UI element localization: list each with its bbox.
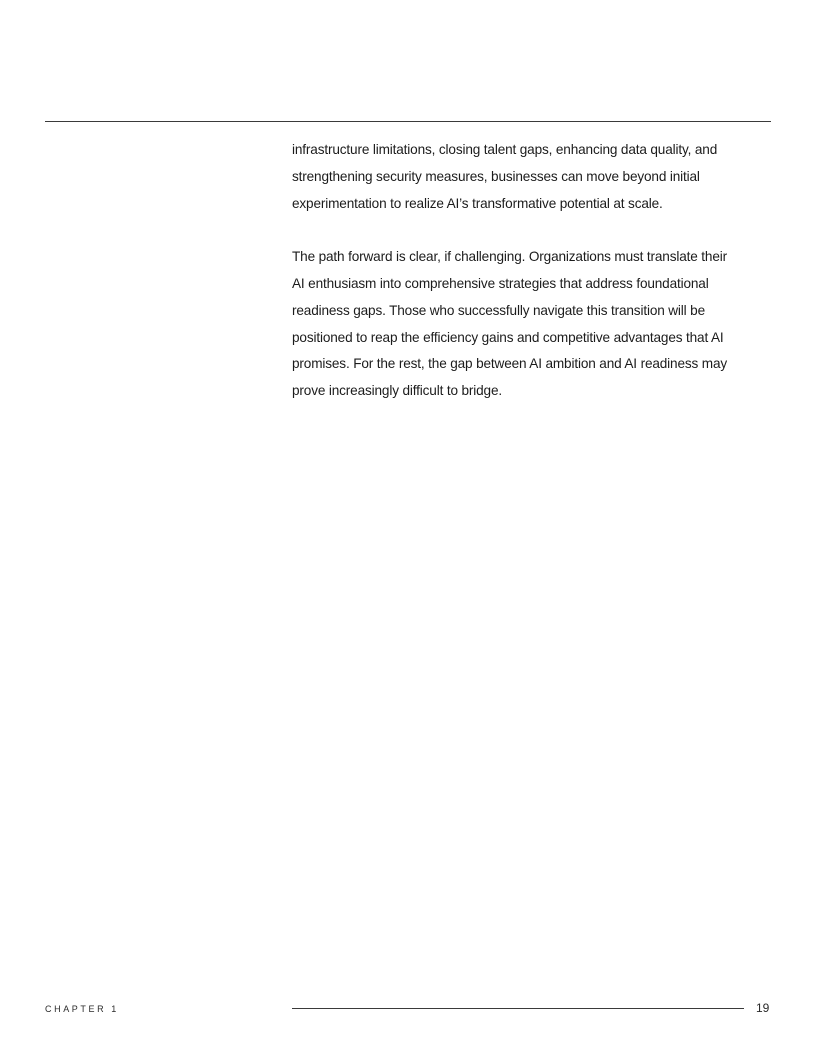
body-text-column xyxy=(292,137,772,405)
text-line: The path forward is clear, if challenging. Organizations must translate their xyxy=(292,249,727,265)
footer-divider xyxy=(292,1008,744,1009)
text-line: prove increasingly difficult to bridge. xyxy=(292,383,503,399)
text-line: readiness gaps. Those who successfully navigate this transition will be xyxy=(292,302,705,318)
text-line: strengthening security measures, businesses can move beyond initial xyxy=(292,168,700,184)
paragraph-conclusion-2 xyxy=(292,244,772,405)
footer-chapter-label: CHAPTER 1 xyxy=(45,1004,119,1014)
text-line: experimentation to realize AI’s transformative potential at scale. xyxy=(292,195,663,211)
text-line: promises. For the rest, the gap between AI ambition and AI readiness may xyxy=(292,356,728,372)
page-number: 19 xyxy=(756,1001,770,1015)
text-line: infrastructure limitations, closing talent gaps, enhancing data quality, and xyxy=(292,142,718,157)
header-divider xyxy=(45,121,771,122)
text-line: positioned to reap the efficiency gains and competitive advantages that AI xyxy=(292,329,724,345)
text-line: AI enthusiasm into comprehensive strategies that address foundational xyxy=(292,275,709,291)
paragraph-conclusion-1 xyxy=(292,137,772,217)
